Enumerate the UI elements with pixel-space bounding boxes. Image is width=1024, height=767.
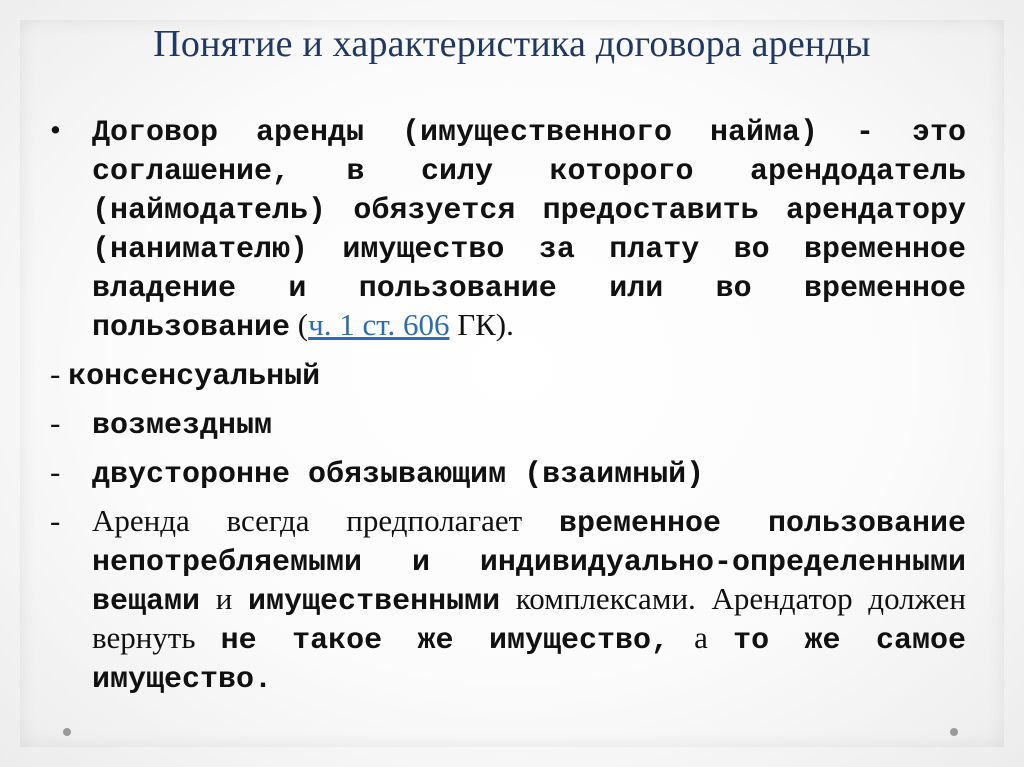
text-segment: а: [669, 620, 734, 655]
text-segment-bold: не такое же имущество,: [220, 624, 669, 658]
bullet-marker: •: [50, 112, 61, 147]
list-item-text: возмездным: [92, 409, 273, 443]
text-segment-bold: временное пользование непотребляемыми и индивидуально-определенными вещами: [92, 507, 967, 619]
text-segment: комплексами. Арендатор должен вернуть: [92, 581, 966, 655]
dash-marker: -: [50, 356, 69, 391]
list-item-text: двусторонне обязывающим (взаимный): [92, 458, 705, 492]
slide-title: Понятие и характеристика договора аренды: [153, 23, 871, 65]
dash-marker: -: [50, 454, 61, 489]
dash-marker: -: [50, 503, 61, 538]
list-item-bilateral: [50, 454, 966, 493]
text-segment: и: [200, 581, 249, 616]
dash-marker: -: [50, 405, 61, 440]
corner-dot-right: [950, 728, 958, 736]
list-item-text: консенсуальный: [68, 360, 321, 394]
list-item-temporary-use: [50, 503, 966, 698]
list-item-paid: [50, 405, 966, 444]
corner-dot-left: [63, 728, 71, 736]
text-segment-bold: то же самое имущество.: [92, 624, 966, 697]
list-item-consensual: [50, 356, 966, 395]
definition-text: Договор аренды (имущественного найма) - это соглашение, в силу которого арендодатель (наймодатель) обязуется предоставить арендатору (нанимателю) имущество за плату во временное владение и пользование или во временное пользование: [92, 116, 966, 345]
text-segment: Аренда всегда предполагает: [92, 503, 559, 538]
definition-bullet: [50, 112, 966, 346]
slide-content: [50, 112, 966, 698]
law-reference-link[interactable]: ч. 1 ст. 606: [308, 307, 450, 342]
open-paren: (: [290, 307, 309, 342]
text-segment-bold: имущественными: [248, 585, 501, 619]
link-suffix: ГК).: [449, 307, 514, 342]
